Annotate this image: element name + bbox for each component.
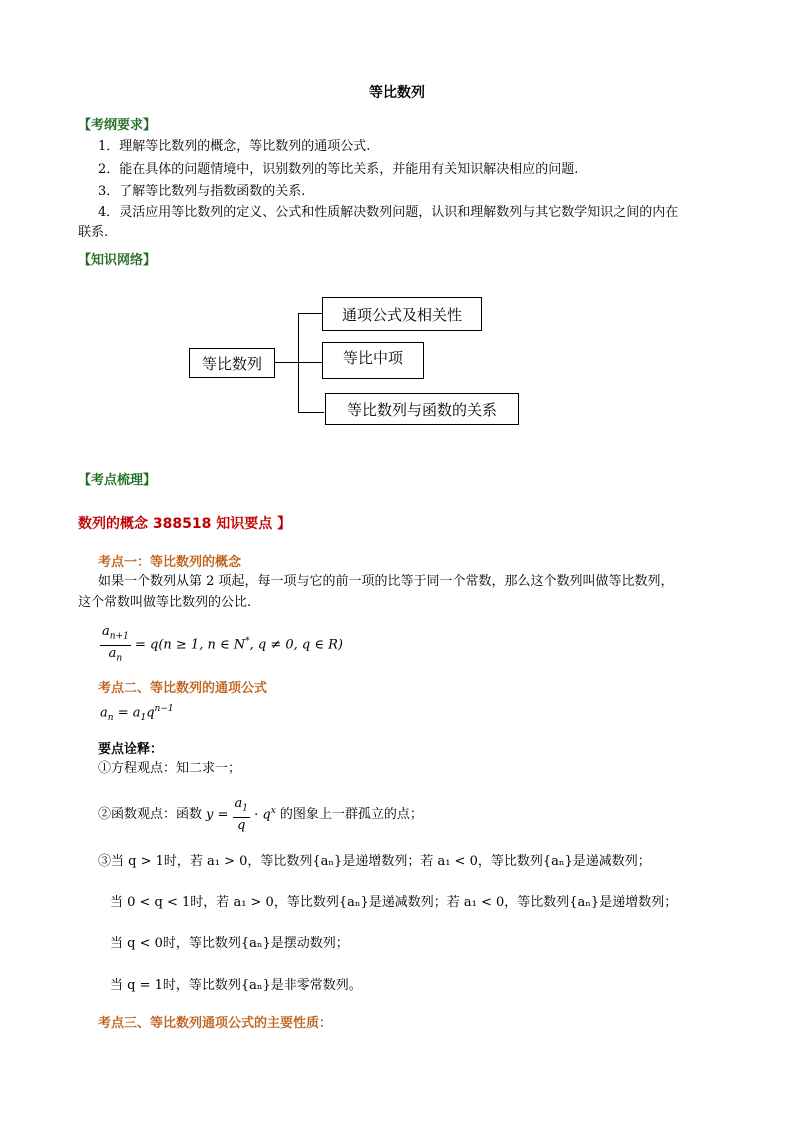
formula-num: a — [102, 624, 110, 639]
explain-heading: 要点诠释： — [98, 742, 164, 757]
formula2-lhs: a — [100, 705, 108, 721]
explain-item-2-post: 的图象上一群孤立的点； — [279, 806, 423, 822]
formula-den: a — [108, 645, 117, 661]
diagram-branch-line-2 — [298, 362, 322, 363]
formula2-exp: n−1 — [154, 704, 174, 714]
point1-heading: 考点一：等比数列的概念 — [98, 555, 242, 570]
formula-ratio-fraction — [100, 624, 131, 666]
explain-item-1: ①方程观点：知二求一； — [98, 761, 242, 776]
formula-num-sub: n+1 — [109, 631, 129, 642]
section-requirements: 【考纲要求】 — [78, 118, 157, 133]
formula-general-term — [100, 704, 174, 723]
explain-item-6: 当 q = 1时，等比数列{aₙ}是非零常数列。 — [110, 978, 362, 993]
section-network: 【知识网络】 — [78, 253, 157, 268]
formula-ratio-tail: , q ≠ 0, q ∈ R) — [249, 637, 343, 653]
formula-ratio — [100, 624, 343, 666]
explain-item-2-formula: y = $\frac{a_1}{q}$ · $q^x$ — [206, 796, 276, 833]
diagram-branch-2: 等比中项 — [322, 342, 424, 379]
point1-text-2: 这个常数叫做等比数列的公比. — [78, 595, 252, 610]
diagram-branch-line-1 — [298, 313, 322, 314]
formula2-mid-sub: 1 — [140, 712, 147, 723]
formula-ratio-sup: * — [245, 636, 250, 647]
explain-item-2-pre: ②函数观点：函数 — [98, 806, 203, 822]
diagram-branch-3: 等比数列与函数的关系 — [325, 393, 519, 425]
point1-text-1: 如果一个数列从第 2 项起，每一项与它的前一项的比等于同一个常数，那么这个数列叫做等比数列， — [98, 574, 674, 589]
diagram-branch-1: 通项公式及相关性 — [322, 297, 482, 331]
diagram-trunk — [298, 313, 299, 413]
formula2-base: q — [146, 705, 155, 721]
explain-item-5: 当 q < 0时，等比数列{aₙ}是摆动数列； — [110, 936, 349, 951]
requirement-item-4: 4．灵活应用等比数列的定义、公式和性质解决数列问题，认识和理解数列与其它数学知识之间的内在 — [98, 205, 679, 220]
formula2-mid: = a — [113, 705, 141, 721]
explain-item-2 — [98, 796, 423, 834]
diagram-root: 等比数列 — [189, 348, 275, 378]
explain-item-3: ③当 q > 1时，若 a₁ > 0，等比数列{aₙ}是递增数列；若 a₁ < 0，等比数列{aₙ}是递减数列； — [98, 854, 651, 869]
section-points: 【考点梳理】 — [78, 473, 157, 488]
page-title: 等比数列 — [369, 85, 425, 101]
explain-item-4: 当 0 < q < 1时，若 a₁ > 0，等比数列{aₙ}是递减数列；若 a₁ < 0，等比数列{aₙ}是递增数列； — [110, 895, 678, 910]
red-heading: 数列的概念 388518 知识要点 】 — [78, 516, 292, 532]
formula-den-sub: n — [116, 653, 123, 664]
requirement-item-4-cont: 联系. — [78, 225, 109, 240]
formula-ratio-body: = q(n ≥ 1, n ∈ N — [134, 637, 246, 653]
formula2-lhs-sub: n — [107, 712, 114, 723]
point2-heading: 考点二、等比数列的通项公式 — [98, 681, 268, 696]
requirement-item-2: 2．能在具体的问题情境中，识别数列的等比关系，并能用有关知识解决相应的问题. — [98, 162, 579, 177]
point3-heading: 考点三、等比数列通项公式的主要性质： — [98, 1016, 333, 1031]
requirement-item-3: 3．了解等比数列与指数函数的关系. — [98, 184, 306, 199]
diagram-connector — [274, 362, 298, 363]
requirement-item-1: 1．理解等比数列的概念，等比数列的通项公式. — [98, 139, 371, 154]
diagram-branch-line-3 — [298, 412, 324, 413]
